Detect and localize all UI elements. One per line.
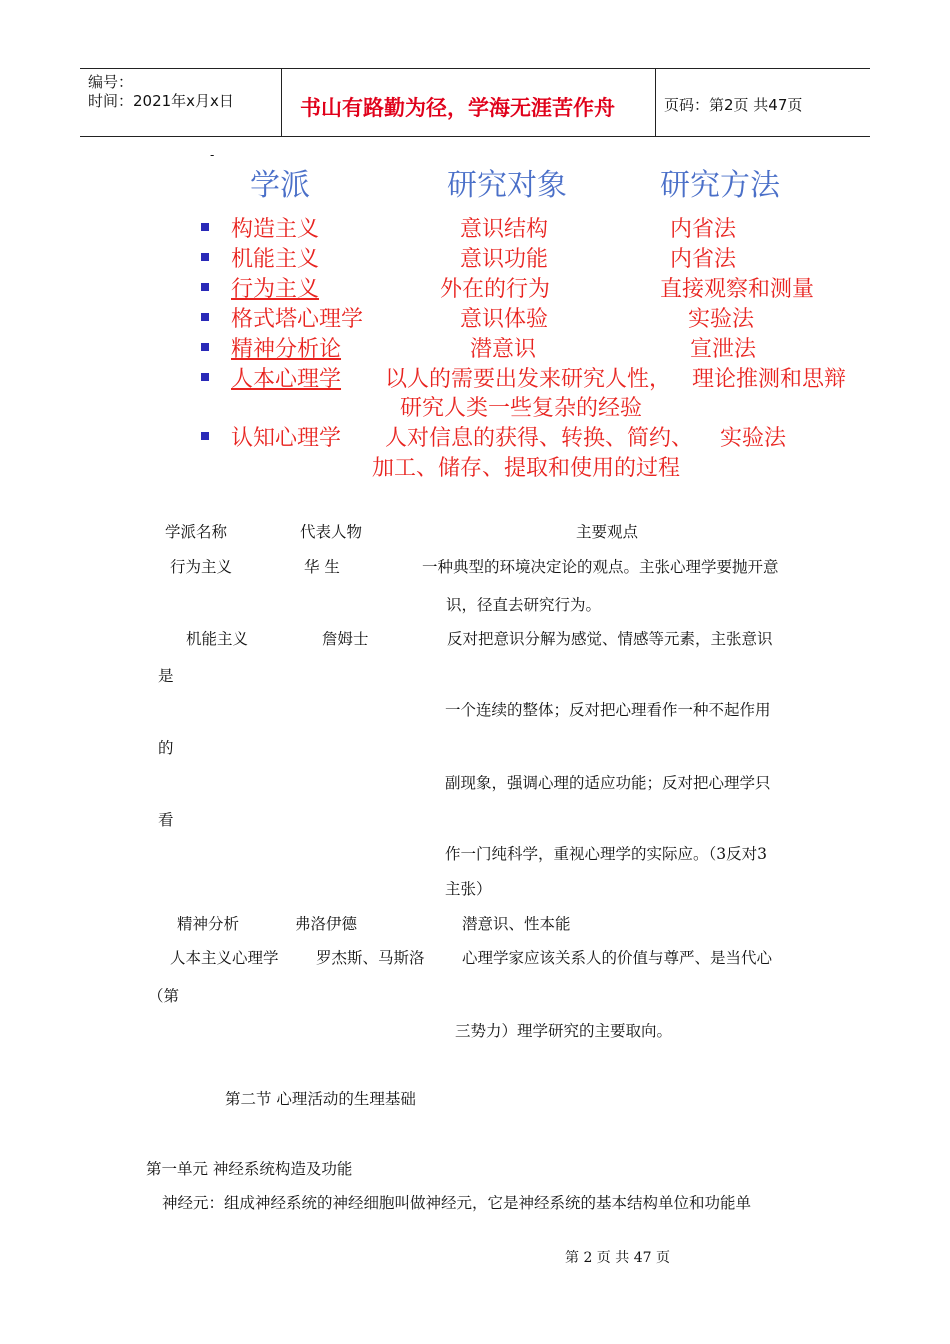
school-view: 心理学家应该关系人的价值与尊严、是当代心 <box>462 949 773 967</box>
slide-object: 外在的行为 <box>440 277 551 302</box>
slide-object: 意识结构 <box>460 217 549 242</box>
slide-object: 意识体验 <box>460 307 549 332</box>
slide-object: 人对信息的获得、转换、简约、 <box>385 426 694 451</box>
slide-method: 宣泄法 <box>690 337 757 362</box>
school-view: 三势力）理学研究的主要取向。 <box>455 1022 673 1040</box>
school-view: 一个连续的整体；反对把心理看作一种不起作用 <box>445 701 771 719</box>
bullet-icon <box>201 373 209 381</box>
bullet-icon <box>201 343 209 351</box>
slide-header-method: 研究方法 <box>660 168 780 203</box>
school-view: 识，径直去研究行为。 <box>446 596 602 614</box>
slide-school: 认知心理学 <box>231 426 342 451</box>
slide-header-object: 研究对象 <box>447 168 567 203</box>
school-view: 潜意识、性本能 <box>462 915 571 933</box>
slide-school: 行为主义 <box>231 277 320 302</box>
col-header-view: 主要观点 <box>576 523 639 541</box>
school-view: 主张） <box>445 880 492 898</box>
section-title: 第二节 心理活动的生理基础 <box>225 1090 416 1108</box>
school-name: 机能主义 <box>186 630 249 648</box>
col-header-person: 代表人物 <box>300 523 363 541</box>
slide-object: 意识功能 <box>460 247 549 272</box>
slide-object-cont: 研究人类一些复杂的经验 <box>400 396 643 421</box>
school-view: 副现象，强调心理的适应功能；反对把心理学只 <box>445 774 771 792</box>
bullet-icon <box>201 313 209 321</box>
bullet-icon <box>201 432 209 440</box>
neuron-paragraph: 神经元：组成神经系统的神经细胞叫做神经元，它是神经系统的基本结构单位和功能单 <box>162 1194 752 1212</box>
slide-method: 直接观察和测量 <box>660 277 815 302</box>
school-view-tail: 是 <box>158 667 174 685</box>
slide-method: 理论推测和思辩 <box>692 367 847 392</box>
header-top-border <box>80 68 870 69</box>
school-person: 詹姆士 <box>322 630 369 648</box>
school-person: 弗洛伊德 <box>295 915 358 933</box>
school-name: 人本主义心理学 <box>170 949 279 967</box>
slide-school: 构造主义 <box>231 217 320 242</box>
slide-dash: - <box>210 148 215 162</box>
motto: 书山有路勤为径，学海无涯苦作舟 <box>300 96 615 120</box>
header-divider <box>281 68 282 136</box>
slide-object: 潜意识 <box>470 337 537 362</box>
school-view: 反对把意识分解为感觉、情感等元素，主张意识 <box>447 630 773 648</box>
header-divider <box>655 68 656 136</box>
page-footer: 第 2 页 共 47 页 <box>565 1250 670 1266</box>
school-view: 一种典型的环境决定论的观点。主张心理学要抛开意 <box>422 558 779 576</box>
slide-object: 以人的需要出发来研究人性， <box>385 367 672 392</box>
slide-object-cont: 加工、储存、提取和使用的过程 <box>372 456 681 481</box>
bullet-icon <box>201 223 209 231</box>
slide-school: 机能主义 <box>231 247 320 272</box>
header-bottom-border <box>80 136 870 137</box>
number-label: 编号： <box>88 73 134 91</box>
page-label: 页码：第2页 共47页 <box>664 96 803 114</box>
slide-method: 实验法 <box>688 307 755 332</box>
slide-header-school: 学派 <box>250 168 310 203</box>
school-name: 精神分析 <box>177 915 240 933</box>
time-label: 时间：2021年x月x日 <box>88 92 234 110</box>
slide-school: 格式塔心理学 <box>231 307 364 332</box>
slide-school: 人本心理学 <box>231 367 342 392</box>
school-view-tail: （第 <box>148 987 180 1005</box>
slide-method: 实验法 <box>720 426 787 451</box>
slide-method: 内省法 <box>670 247 737 272</box>
school-view: 作一门纯科学，重视心理学的实际应。（3反对3 <box>445 845 767 863</box>
bullet-icon <box>201 283 209 291</box>
school-person: 罗杰斯、马斯洛 <box>316 949 425 967</box>
bullet-icon <box>201 253 209 261</box>
school-name: 行为主义 <box>170 558 233 576</box>
slide-school: 精神分析论 <box>231 337 342 362</box>
col-header-school: 学派名称 <box>165 523 228 541</box>
slide-method: 内省法 <box>670 217 737 242</box>
school-view-tail: 的 <box>158 739 174 757</box>
school-person: 华 生 <box>304 558 340 576</box>
unit-title: 第一单元 神经系统构造及功能 <box>146 1160 353 1178</box>
school-view-tail: 看 <box>158 811 174 829</box>
